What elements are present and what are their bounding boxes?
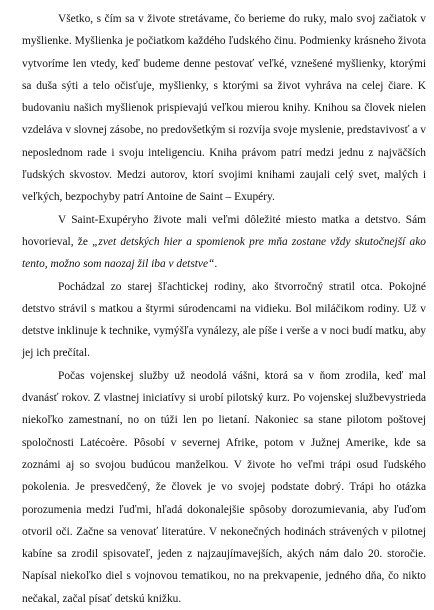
paragraph-childhood-text: V Saint-Exupéryho živote mali veľmi dôležité miesto matka a detstvo. Sám hovorieval, že xyxy=(22,213,426,248)
paragraph-childhood-end: . xyxy=(214,258,218,271)
paragraph-career: Počas vojenskej služby už neodolá vášni, ktorá sa v ňom zrodila, keď mal dvanásť rokov. Z vlastnej iniciatívy si urobí pilotský kurz. Po vojenskej službevystrieda niekoľko zamestnaní, no on túži len po lietaní. Nakoniec sa stane pilotom poštovej spoločnosti Latécoère. Pôsobí v severnej Afrike, potom v Južnej Amerike, kde sa zoznámi aj so svojou budúcou manželkou. V živote ho veľmi trápi osud ľudského pokolenia. Je presvedčený, že človek je vo svojej podstate dobrý. Trápi ho otázka porozumenia medzi ľuďmi, hľadá dokonalejšie spôsoby dorozumievania, aby ľuďom otvoril oči. Začne sa venovať literatúre. V nekonečných hodinách strávených v pilotnej kabíne sa zrodil spisovateľ, jeden z najzaujímavejších, akých nám dalo 20. storočie. Napísal niekoľko diel s vojnovou tematikou, no na prekvapenie, jedného dňa, čo nikto nečakal, začal písať detskú knižku. xyxy=(22,369,426,605)
paragraph-childhood-quote xyxy=(22,209,426,276)
paragraph-family: Pochádzal zo starej šľachtickej rodiny, ako štvorročný stratil otca. Pokojné detstvo strávil s matkou a štyrmi súrodencami na vidieku. Bol miláčikom rodiny. Už v detstve inklinuje k technike, vymýšľa vynálezy, ale píše i verše a v noci budí matku, aby jej ich prečítal. xyxy=(22,280,426,360)
childhood-quote: „zvet detských hier a spomienok pre mňa zostane vždy skutočnejší ako tento, možno som naozaj žil iba v detstve“ xyxy=(22,235,427,271)
paragraph-intro: Všetko, s čím sa v živote stretávame, čo berieme do ruky, malo svoj začiatok v myšlienke. Myšlienka je počiatkom každého ľudského činu. Podmienky krásneho života vytvoríme len vtedy, keď budeme denne pestovať veľké, vznešené myšlienky, ktorými sa duša sýti a telo očisťuje, myšlienky, s ktorými sa život vyhráva na celej čiare. K budovaniu našich myšlienok prispievajú veľkou mierou knihy. Knihou sa človek nielen vzdeláva v slovnej zásobe, no predovšetkým si rozvíja svoje myslenie, predstavivosť a v neposlednom rade i svoju inteligenciu. Kniha právom patrí medzi jednu z najväčších ľudských skvostov. Medzi autorov, ktorí svojimi knihami zaujali celý svet, malých i veľkých, bezpochyby patrí Antoine de Saint – Exupéry. xyxy=(22,13,426,204)
document-page xyxy=(22,8,426,610)
